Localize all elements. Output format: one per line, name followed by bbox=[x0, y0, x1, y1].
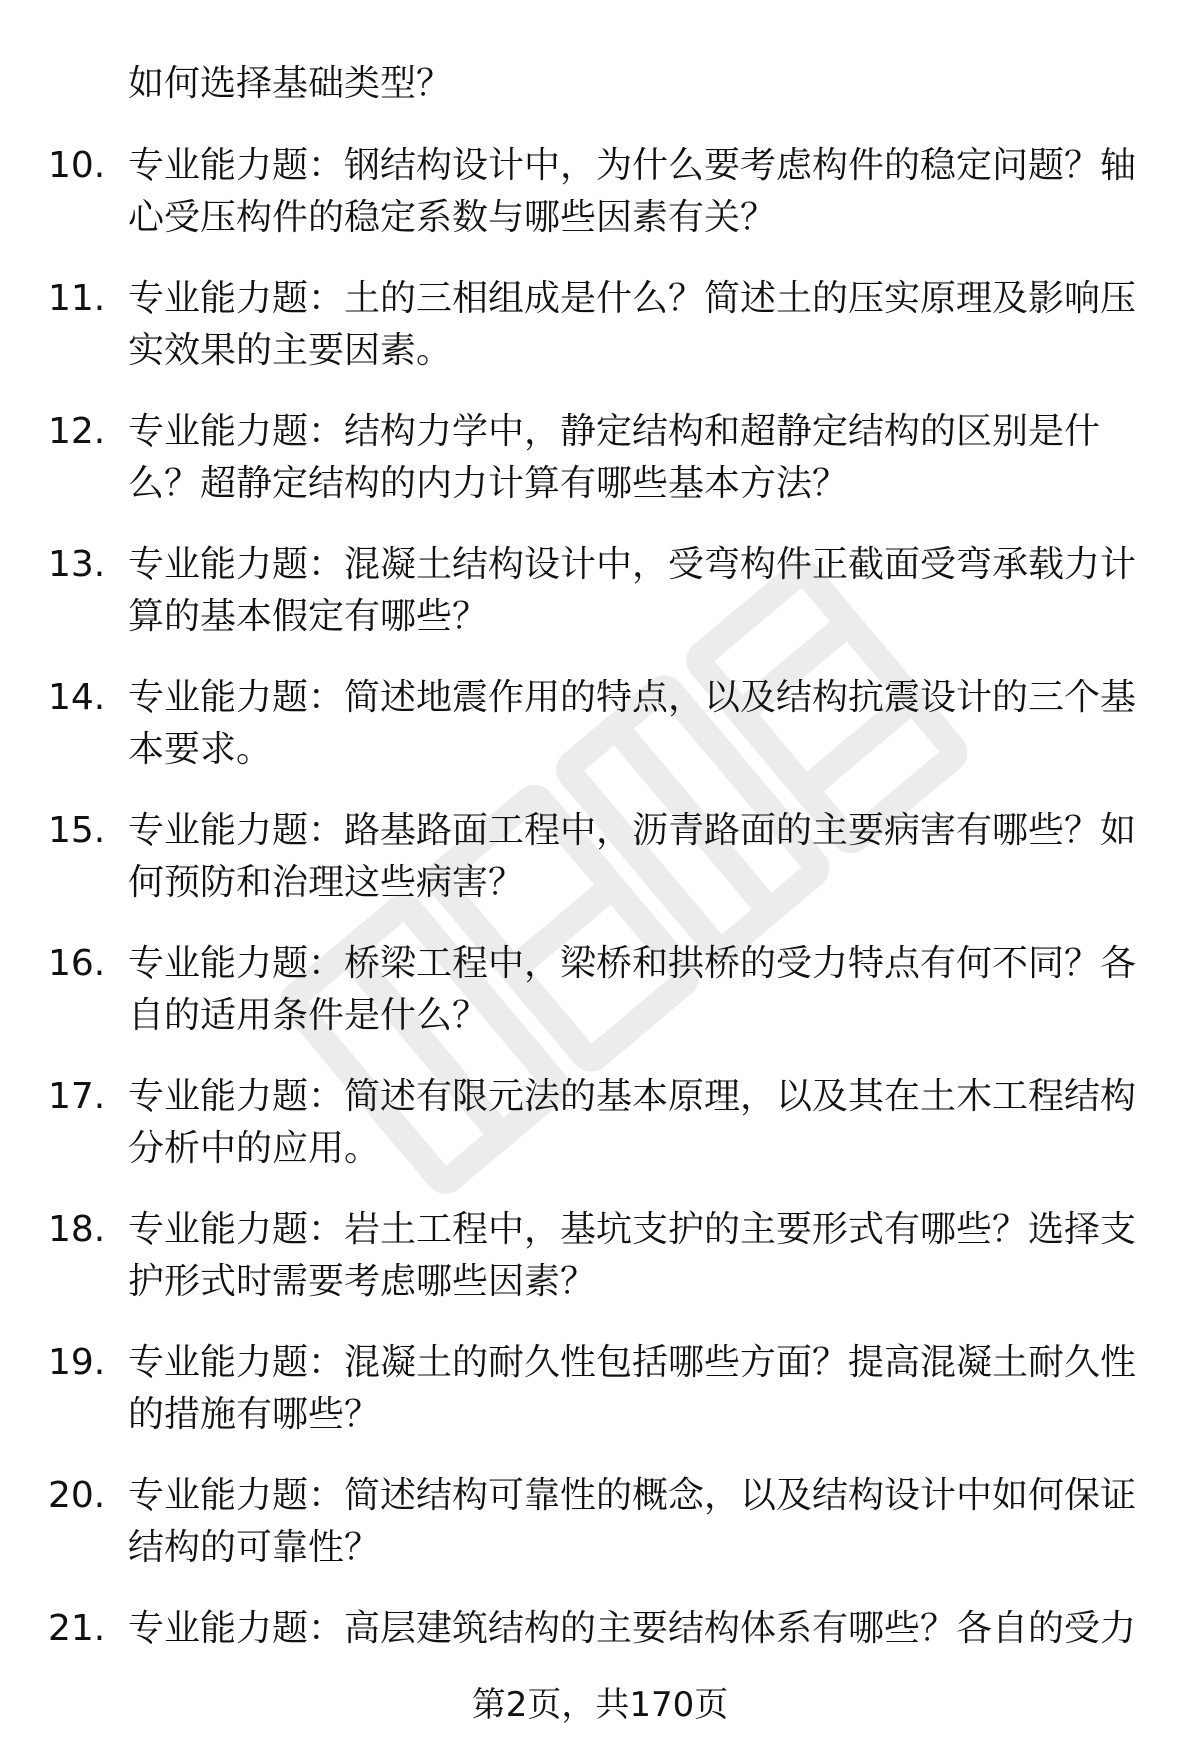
question-list bbox=[0, 140, 1200, 1736]
question-number: 19. bbox=[48, 1342, 106, 1383]
question-text: 专业能力题：结构力学中，静定结构和超静定结构的区别是什么？超静定结构的内力计算有哪些基本方法？ bbox=[128, 411, 1101, 504]
question-text: 专业能力题：路基路面工程中，沥青路面的主要病害有哪些？如何预防和治理这些病害？ bbox=[128, 810, 1137, 903]
question-text: 专业能力题：土的三相组成是什么？简述土的压实原理及影响压实效果的主要因素。 bbox=[128, 278, 1137, 371]
question-number: 11. bbox=[48, 278, 106, 319]
question-text: 专业能力题：高层建筑结构的主要结构体系有哪些？各自的受力 bbox=[128, 1608, 1137, 1649]
question-number: 18. bbox=[48, 1209, 106, 1250]
page-footer: 第2页，共170页 bbox=[471, 1685, 729, 1725]
question-text: 专业能力题：简述有限元法的基本原理，以及其在土木工程结构分析中的应用。 bbox=[128, 1076, 1137, 1169]
question-number: 14. bbox=[48, 677, 106, 718]
question-number: 20. bbox=[48, 1475, 106, 1516]
question-number: 13. bbox=[48, 544, 106, 585]
question-text: 专业能力题：岩土工程中，基坑支护的主要形式有哪些？选择支护形式时需要考虑哪些因素？ bbox=[128, 1209, 1137, 1302]
question-item bbox=[0, 1337, 1200, 1440]
question-text: 专业能力题：混凝土的耐久性包括哪些方面？提高混凝土耐久性的措施有哪些？ bbox=[128, 1342, 1137, 1435]
question-number: 10. bbox=[48, 145, 106, 186]
question-item bbox=[0, 1470, 1200, 1573]
question-number: 21. bbox=[48, 1608, 106, 1649]
question-text: 专业能力题：简述结构可靠性的概念，以及结构设计中如何保证结构的可靠性？ bbox=[128, 1475, 1137, 1568]
question-item bbox=[0, 672, 1200, 775]
question-item bbox=[0, 1204, 1200, 1307]
question-text: 专业能力题：混凝土结构设计中，受弯构件正截面受弯承载力计算的基本假定有哪些？ bbox=[128, 544, 1137, 637]
question-number: 17. bbox=[48, 1076, 106, 1117]
question-text: 专业能力题：桥梁工程中，梁桥和拱桥的受力特点有何不同？各自的适用条件是什么？ bbox=[128, 943, 1137, 1036]
question-text: 专业能力题：简述地震作用的特点，以及结构抗震设计的三个基本要求。 bbox=[128, 677, 1137, 770]
question-item bbox=[0, 273, 1200, 376]
question-number: 15. bbox=[48, 810, 106, 851]
question-item bbox=[0, 140, 1200, 243]
question-text: 专业能力题：钢结构设计中，为什么要考虑构件的稳定问题？轴心受压构件的稳定系数与哪些因素有关？ bbox=[128, 145, 1137, 238]
question-item bbox=[0, 938, 1200, 1041]
question-item bbox=[0, 406, 1200, 509]
question-item bbox=[0, 539, 1200, 642]
question-number: 16. bbox=[48, 943, 106, 984]
question-item bbox=[0, 1071, 1200, 1174]
continuation-text: 如何选择基础类型？ bbox=[128, 63, 453, 104]
question-item bbox=[0, 805, 1200, 908]
question-number: 12. bbox=[48, 411, 106, 452]
